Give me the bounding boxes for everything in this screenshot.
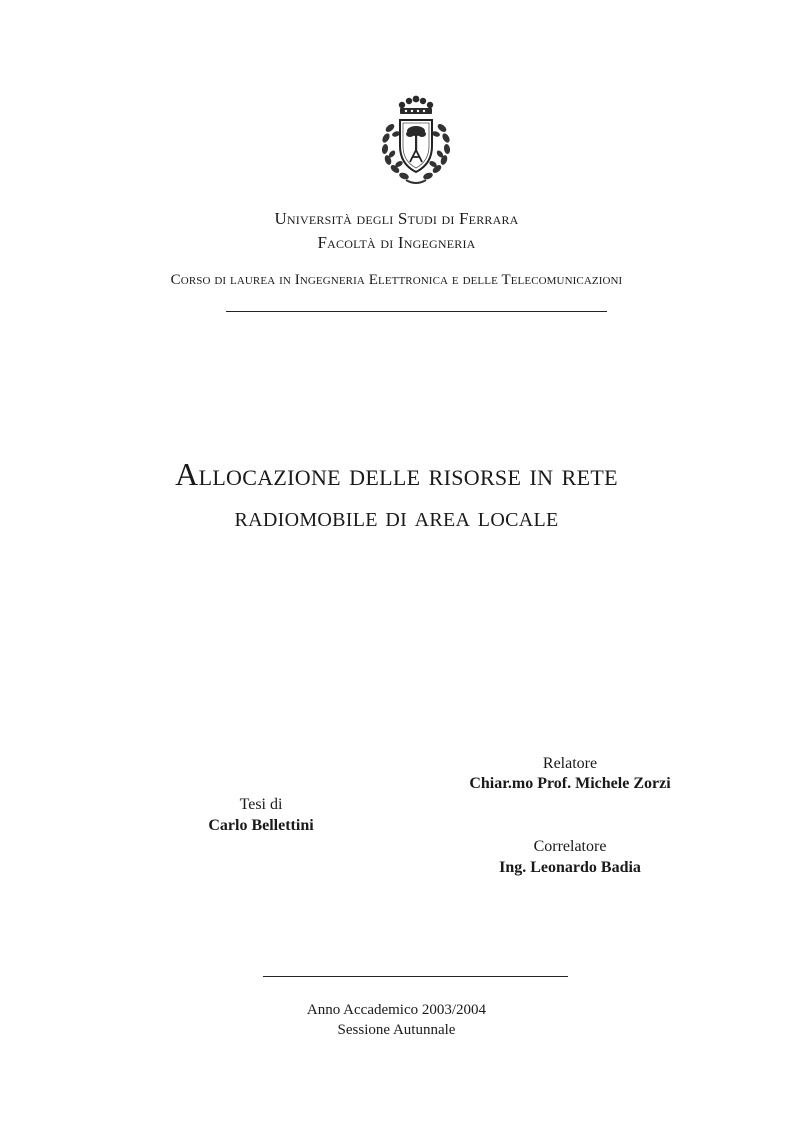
header-divider [226,311,607,312]
thesis-title-line-1: Allocazione delle risorse in rete [175,456,618,492]
relatore-label: Relatore [542,755,598,772]
relatore-name: Chiar.mo Prof. Michele Zorzi [469,775,671,792]
academic-year: Anno Accademico 2003/2004 [306,1002,487,1018]
thesis-title-line-2: radiomobile di area locale [234,501,559,533]
correlatore-label: Correlatore [533,838,607,855]
correlatore-name: Ing. Leonardo Badia [499,859,641,876]
author-name: Carlo Bellettini [208,817,314,834]
author-label: Tesi di [239,796,283,813]
footer-divider [263,976,568,977]
session: Sessione Autunnale [337,1022,456,1038]
course-name: Corso di laurea in Ingegneria Elettronica e delle Telecomunicazioni [170,272,623,288]
faculty-name: Facoltà di Ingegneria [317,233,476,252]
university-name: Università degli Studi di Ferrara [274,209,519,228]
university-crest-logo [366,94,466,190]
